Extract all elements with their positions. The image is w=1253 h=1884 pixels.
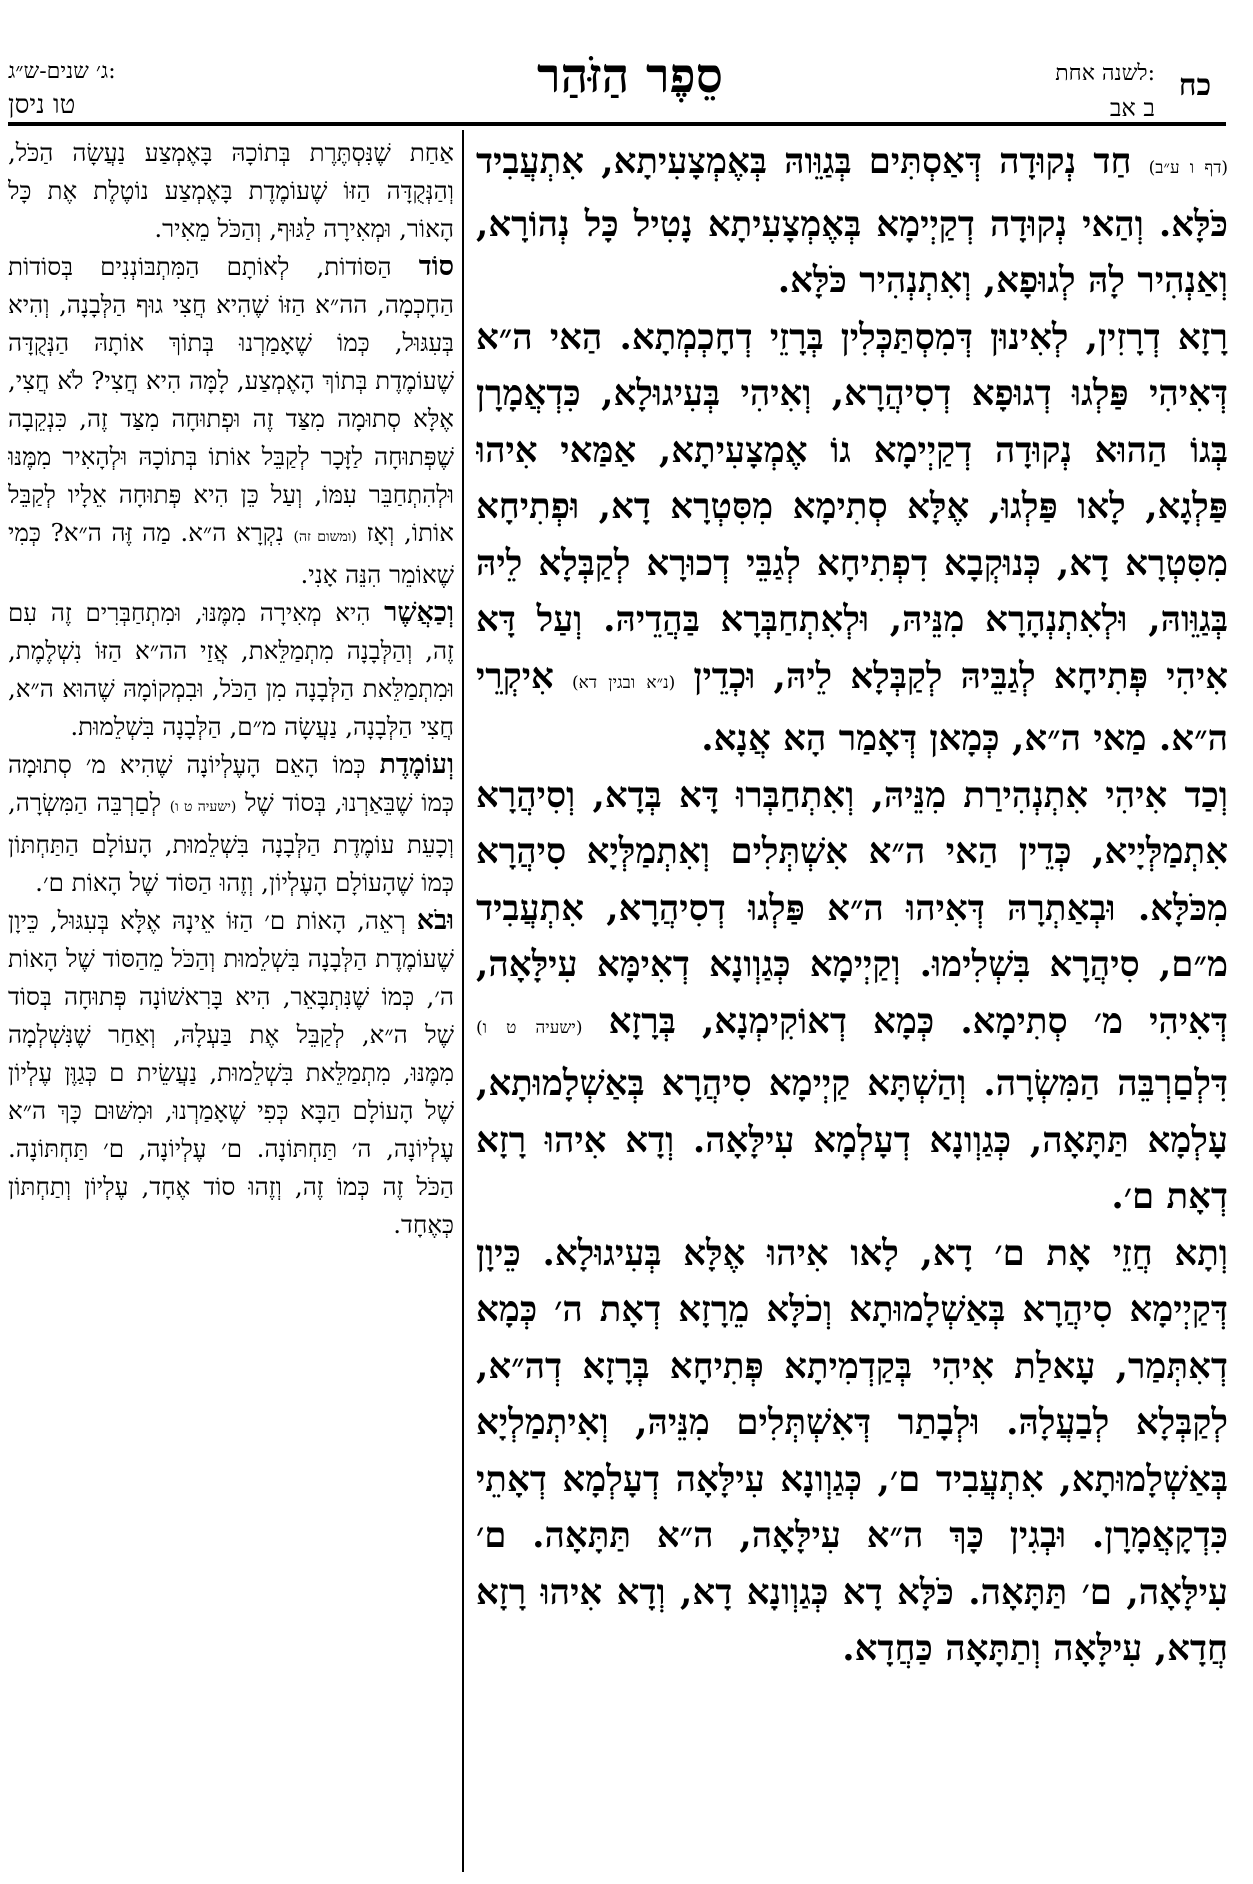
- source-reference: (דף ו ע״ב): [1148, 158, 1228, 178]
- commentary-text: הִיא מְאִירָה מִמֶּנּוּ, וּמִתְחַבְּרִים זֶה עִם זֶה, וְהַלְּבָנָה מִתְמַלֵּאת, אֲזַי הה״א הַזּוֹ נִשְׁלֶמֶת, וּמִתְמַלֵּאת הַלְּבָנָה מִן הַכֹּל, וּבִמְקוֹמָהּ שֶׁהוּא ה״א, חֲצִי הַלְּבָנָה, נַעֲשָׂה מ״ם, הַלְּבָנָה בִּשְׁלֵמוּת.: [8, 598, 454, 741]
- variant-reference: (ומשום זה): [293, 529, 357, 545]
- commentary-text: רְאֵה, הָאוֹת ם׳ הַזּוֹ אֵינָהּ אֶלָּא בְּעִגּוּל, כֵּיוָן שֶׁעוֹמֶדֶת הַלְּבָנָה בִּשְׁלֵמוּת וְהַכֹּל מֵהַסּוֹד שֶׁל הָאוֹת ה׳, כְּמוֹ שֶׁנִּתְבָּאֵר, הִיא בָּרִאשׁוֹנָה פְּתוּחָה בְּסוֹד שֶׁל ה״א, לְקַבֵּל אֶת בַּעְלָהּ, וְאַחַר שֶׁנִּשְׁלְמָה מִמֶּנּוּ, מִתְמַלֵּאת בִּשְׁלֵמוּת, נַעֲשֵׂית ם כְּגַוֶּן עֶלְיוֹן שֶׁל הָעוֹלָם הַבָּא כְּפִי שֶׁאָמַרְנוּ, וּמִשּׁוּם כָּךְ ה״א עֶלְיוֹנָה, ה׳ תַּחְתּוֹנָה. ם׳ עֶלְיוֹנָה, ם׳ תַּחְתּוֹנָה. הַכֹּל זֶה כְּמוֹ זֶה, וְזֶהוּ סוֹד אֶחָד, עֶלְיוֹן וְתַחְתּוֹן כְּאֶחָד.: [8, 906, 454, 1239]
- variant-reference: (נ״א ובגין דא): [572, 672, 676, 693]
- header-divider: [8, 122, 1226, 126]
- lead-word: וְעוֹמֶדֶת: [379, 749, 454, 780]
- header-schedule-one-year: לשנה אחת:: [1055, 61, 1155, 86]
- commentary-text: כְּמוֹ הָאֵם הָעֶלְיוֹנָה שֶׁהִיא מ׳ סְתוּמָה כְּמוֹ שֶׁבֵּאַרְנוּ, בְּסוֹד שֶׁל: [8, 750, 454, 817]
- commentary-text: נִקְרָא ה״א. מַה זֶּה ה״א? כְּמִי שֶׁאוֹמֵר הִנֵּה אָנִי.: [8, 518, 454, 589]
- header-schedule-three-years: ג׳ שנים-ש״ג:: [8, 59, 116, 84]
- commentary-paragraph: [8, 902, 454, 1244]
- paragraph-text: דִּלְםַרְבֵּה הַמִּשְׂרָה. וְהַשְׁתָּא קַיְימָא סִיהֲרָא בְּאַשְׁלָמוּתָא, עָלְמָא תַּתָּאָה, כְּגַוְונָא דְעָלְמָא עִילָּאָה. וְדָא אִיהוּ רָזָא דְאָת ם׳.: [476, 1063, 1228, 1217]
- lead-word: סוֹד: [418, 251, 454, 282]
- main-paragraph: [476, 310, 1228, 768]
- commentary-paragraph: [8, 134, 454, 248]
- header-date-right: ב אב: [1109, 94, 1155, 122]
- commentary-paragraph: [8, 746, 454, 902]
- paragraph-text: אִיקְרֵי ה״א. מַאי ה״א, כְּמָאן דְּאָמַר הָא אֲנָא.: [476, 655, 1228, 759]
- lead-word: וְכַאֲשֶׁר: [384, 597, 454, 628]
- paragraph-text: חַד נְקוּדָה דְּאַסְתִּים בְּגַוֵּוהּ בְּאֶמְצָעִיתָא, אִתְעֲבִיד כֹּלָּא. וְהַאי נְקוּדָה דְקַיְימָא בְּאֶמְצָעִיתָא נָטִיל כָּל נְהוֹרָא, וְאַנְהִיר לָהּ לְגוּפָא, וְאִתְנְהִיר כֹּלָּא.: [476, 141, 1228, 301]
- header-date-left: טו ניסן: [8, 90, 76, 120]
- main-text-column: [476, 134, 1228, 1879]
- column-divider: [462, 130, 464, 1872]
- verse-reference: (ישעיה ט ו): [476, 1017, 583, 1038]
- main-paragraph: [476, 1226, 1228, 1678]
- commentary-paragraph: [8, 248, 454, 594]
- commentary-text: אַחַת שֶׁנִּסְתֶּרֶת בְּתוֹכָהּ בָּאֶמְצַע נַעֲשָׂה הַכֹּל, וְהַנְּקֻדָּה הַזּוֹ שֶׁעוֹמֶדֶת בָּאֶמְצַע נוֹטֶלֶת אֶת כָּל הָאוֹר, וּמְאִירָה לַגּוּף, וְהַכֹּל מֵאִיר.: [8, 138, 454, 243]
- paragraph-text: וְכַד אִיהִי אִתְנְהִירַת מִנֵּיהּ, וְאִתְחַבְּרוּ דָּא בְּדָא, וְסִיהֲרָא אִתְמַלְּיָיא, כְּדֵין הַאי ה״א אִשְׁתְּלִים וְאִתְמַלְּיָא סִיהֲרָא מִכֹּלָּא. וּבְאַתְרָהּ דְּאִיהוּ ה״א פַּלְגוּ דְסִיהֲרָא, אִתְעֲבִיד מ״ם, סִיהֲרָא בִּשְׁלִימוּ. וְקַיְימָא כְּגַוְונָא דְאִימָּא עִילָּאָה, דְּאִיהִי מ׳ סְתִימָא. כְּמָא דְאוֹקִימְנָא, בְּרָזָא: [476, 774, 1228, 1042]
- main-paragraph: [476, 134, 1228, 310]
- paragraph-text: רָזָא דְרָזִין, לְאִינוּן דְּמִסְתַּכְּלִין בְּרָזֵי דְחָכְמְתָא. הַאי ה״א דְּאִיהִי פַּלְגוּ דְגוּפָא דְסִיהֲרָא, וְאִיהִי בְּעִיגוּלָא, כִּדְאֲמָרָן בְּגוֹ הַהוּא נְקוּדָה דְקַיְימָא גוֹ אֶמְצָעִיתָא, אַמַּאי אִיהוּ פַּלְגָא, לָאו פַּלְגוּ, אֶלָּא סְתִימָא מִסִּטְרָא דָא, וּפְתִיחָא מִסִּטְרָא דָא, כְּנוּקְבָא דִפְתִיחָא לְגַבֵּי דְכוּרָא לְקַבְּלָא לֵיהּ בְּגַוֵּוהּ, וּלְאִתְנְהָרָא מִנֵּיהּ, וּלְאִתְחַבְּרָא בַּהֲדֵיהּ. וְעַל דָּא אִיהִי פְּתִיחָא לְגַבֵּיהּ לְקַבְּלָא לֵיהּ, וּכְדֵין: [476, 316, 1228, 697]
- main-paragraph: [476, 768, 1228, 1226]
- lead-word: וּבֹא: [416, 905, 454, 936]
- page-title: סֵפֶר הַזֹּהַר: [537, 48, 723, 104]
- page-number: כח: [1178, 68, 1212, 103]
- commentary-text: לְםַרְבֵּה הַמִּשְׂרָה, וְכָעֵת עוֹמֶדֶת הַלְּבָנָה בִּשְׁלֵמוּת, הָעוֹלָם הַתַּחְתּוֹן כְּמוֹ שֶׁהָעוֹלָם הָעֶלְיוֹן, וְזֶהוּ הַסּוֹד שֶׁל הָאוֹת ם׳.: [8, 788, 454, 897]
- commentary-column: [8, 134, 454, 1879]
- verse-reference: (ישעיה ט ו): [169, 799, 237, 815]
- paragraph-text: וְתָא חֲזֵי אָת ם׳ דָא, לָאו אִיהוּ אֶלָּא בְּעִיגוּלָא. כֵּיוָן דְּקַיְימָא סִיהֲרָא בְּאַשְׁלָמוּתָא וְכֹלָּא מֵרָזָא דְאָת ה׳ כְּמָא דְאִתְּמַר, עָאלַת אִיהִי בְּקַדְמִיתָא פְּתִיחָא בְּרָזָא דְה״א, לְקַבְּלָא לְבַעֲלָהּ. וּלְבָתַר דְּאִשְׁתְּלִים מִנֵּיהּ, וְאִיתְמַלְיָא בְּאַשְׁלָמוּתָא, אִתְעֲבִיד ם׳, כְּגַוְונָא עִילָּאָה דְעָלְמָא דְאָתֵי כִּדְקָאֲמָרָן. וּבְגִין כָּךְ ה״א עִילָּאָה, ה״א תַּתָּאָה. ם׳ עִילָּאָה, ם׳ תַּתָּאָה. כֹּלָּא דָא כְּגַוְונָא דָא, וְדָא אִיהוּ רָזָא חֲדָא, עִילָּאָה וְתַתָּאָה כַּחֲדָא.: [476, 1232, 1228, 1669]
- commentary-text: הַסּוֹדוֹת, לְאוֹתָם הַמִּתְבּוֹנְנִים בְּסוֹדוֹת הַחָכְמָה, הה״א הַזּוֹ שֶׁהִיא חֲצִי גוּף הַלְּבָנָה, וְהִיא בְּעִגּוּל, כְּמוֹ שֶׁאָמַרְנוּ בְּתוֹךְ אוֹתָהּ הַנְּקֻדָּה שֶׁעוֹמֶדֶת בְּתוֹךְ הָאֶמְצַע, לָמָּה הִיא חֲצִי? לֹא חֲצִי, אֶלָּא סְתוּמָה מִצַּד זֶה וּפְתוּחָה מִצַּד זֶה, כִּנְקֵבָה שֶׁפְּתוּחָה לַזָּכָר לְקַבֵּל אוֹתוֹ בְּתוֹכָהּ וּלְהָאִיר מִמֶּנּוּ וּלְהִתְחַבֵּר עִמּוֹ, וְעַל כֵּן הִיא פְּתוּחָה אֵלָיו לְקַבֵּל אוֹתוֹ, וְאָז: [8, 252, 454, 547]
- commentary-paragraph: [8, 594, 454, 746]
